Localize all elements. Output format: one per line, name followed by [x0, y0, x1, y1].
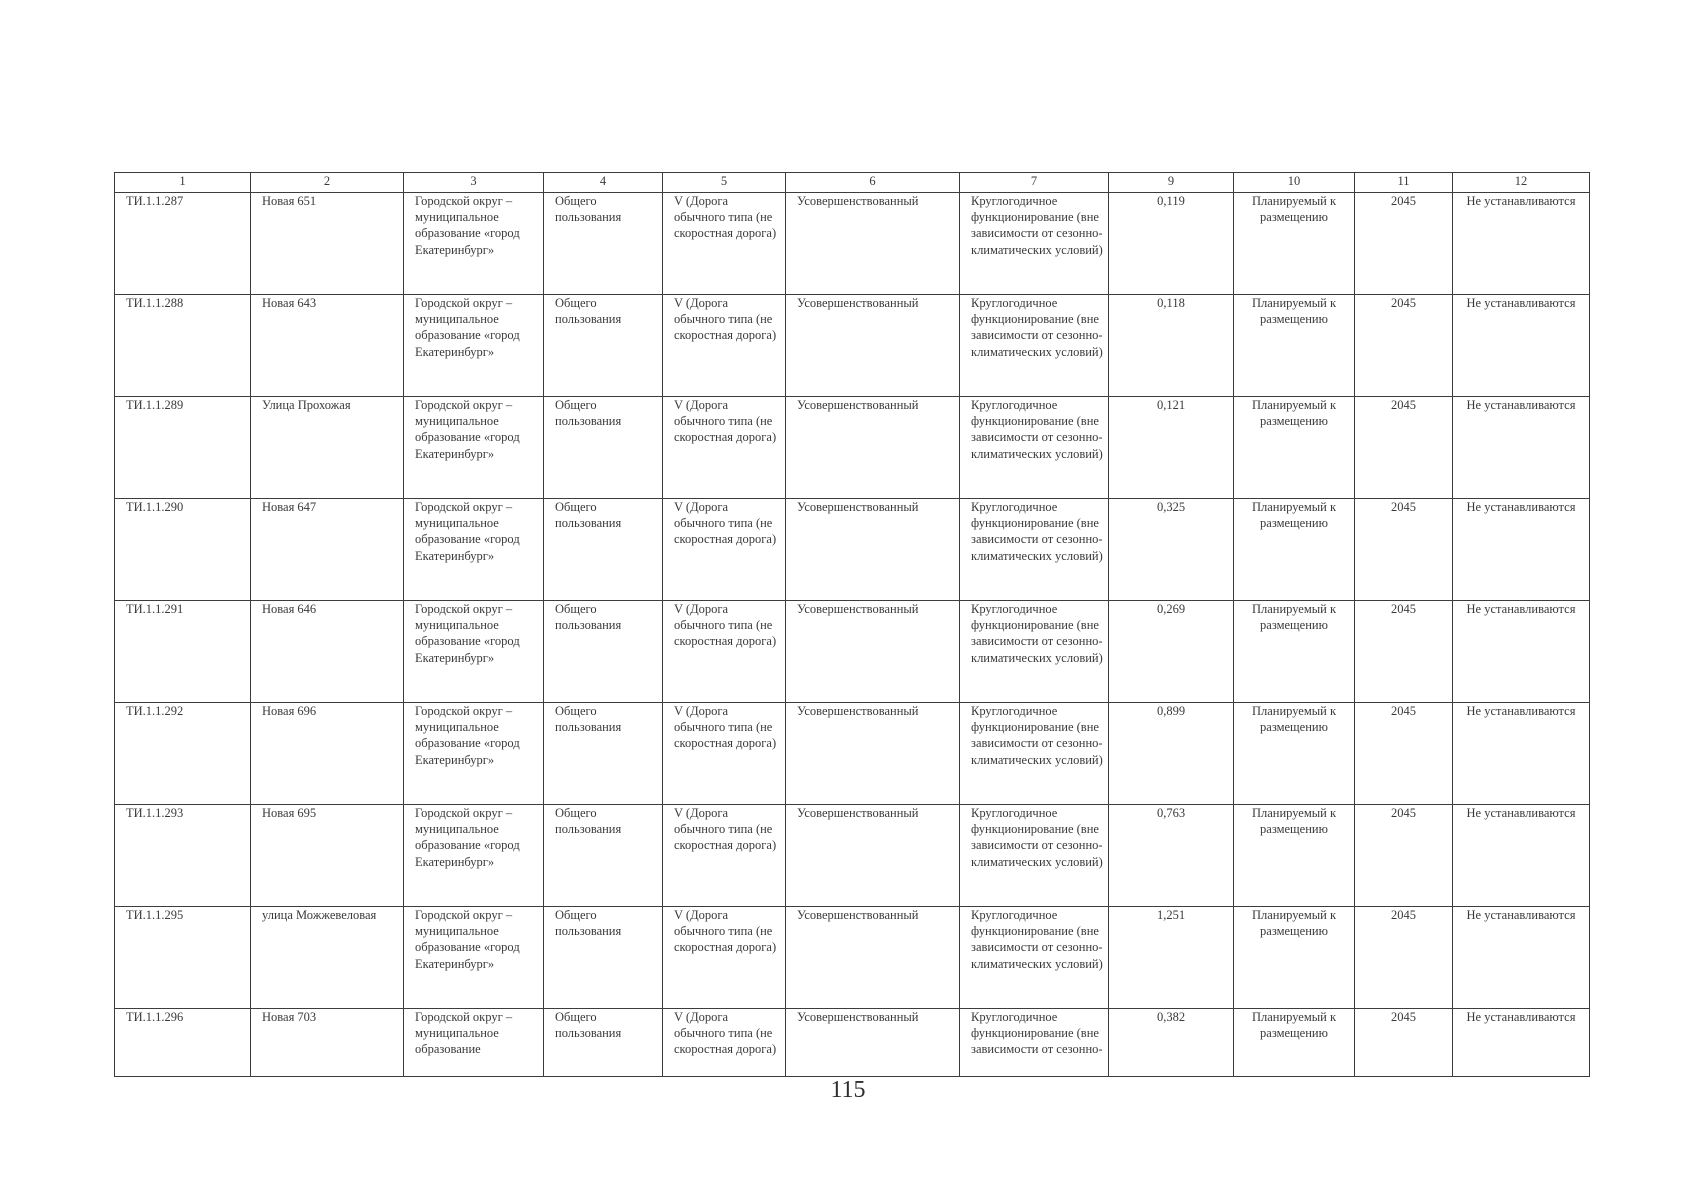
year-cell: 2045	[1355, 499, 1453, 601]
year-cell: 2045	[1355, 601, 1453, 703]
object-id-cell: ТИ.1.1.289	[115, 397, 251, 499]
purpose-cell: Общего пользования	[544, 907, 663, 1009]
operation-mode-cell: Круглогодичное функционирование (вне зависимости от сезонно-климатических условий)	[960, 193, 1109, 295]
column-header: 9	[1109, 173, 1234, 193]
column-header: 12	[1453, 173, 1590, 193]
road-category-cell: V (Дорога обычного типа (не скоростная дорога)	[663, 805, 786, 907]
object-name-cell: Новая 643	[251, 295, 404, 397]
object-name-cell: Новая 651	[251, 193, 404, 295]
year-cell: 2045	[1355, 1009, 1453, 1077]
location-cell: Городской округ – муниципальное образование «город Екатеринбург»	[404, 193, 544, 295]
location-cell: Городской округ – муниципальное образование «город Екатеринбург»	[404, 397, 544, 499]
length-cell: 1,251	[1109, 907, 1234, 1009]
year-cell: 2045	[1355, 703, 1453, 805]
zones-cell: Не устанавливаются	[1453, 601, 1590, 703]
object-name-cell: Новая 647	[251, 499, 404, 601]
object-id-cell: ТИ.1.1.291	[115, 601, 251, 703]
column-header: 6	[786, 173, 960, 193]
object-name-cell: Новая 646	[251, 601, 404, 703]
column-header: 3	[404, 173, 544, 193]
road-category-cell: V (Дорога обычного типа (не скоростная дорога)	[663, 295, 786, 397]
status-cell: Планируемый к размещению	[1234, 1009, 1355, 1077]
object-name-cell: Новая 703	[251, 1009, 404, 1077]
operation-mode-cell: Круглогодичное функционирование (вне зависимости от сезонно-климатических условий)	[960, 907, 1109, 1009]
surface-type-cell: Усовершенствованный	[786, 601, 960, 703]
location-cell: Городской округ – муниципальное образование	[404, 1009, 544, 1077]
status-cell: Планируемый к размещению	[1234, 295, 1355, 397]
zones-cell: Не устанавливаются	[1453, 397, 1590, 499]
road-category-cell: V (Дорога обычного типа (не скоростная дорога)	[663, 601, 786, 703]
zones-cell: Не устанавливаются	[1453, 805, 1590, 907]
purpose-cell: Общего пользования	[544, 703, 663, 805]
year-cell: 2045	[1355, 907, 1453, 1009]
object-id-cell: ТИ.1.1.287	[115, 193, 251, 295]
operation-mode-cell: Круглогодичное функционирование (вне зависимости от сезонно-климатических условий)	[960, 397, 1109, 499]
operation-mode-cell: Круглогодичное функционирование (вне зависимости от сезонно-климатических условий)	[960, 805, 1109, 907]
page-number: 115	[830, 1077, 866, 1103]
purpose-cell: Общего пользования	[544, 1009, 663, 1077]
object-name-cell: улица Можжевеловая	[251, 907, 404, 1009]
surface-type-cell: Усовершенствованный	[786, 193, 960, 295]
object-id-cell: ТИ.1.1.293	[115, 805, 251, 907]
location-cell: Городской округ – муниципальное образование «город Екатеринбург»	[404, 907, 544, 1009]
length-cell: 0,763	[1109, 805, 1234, 907]
zones-cell: Не устанавливаются	[1453, 193, 1590, 295]
road-category-cell: V (Дорога обычного типа (не скоростная дорога)	[663, 499, 786, 601]
surface-type-cell: Усовершенствованный	[786, 499, 960, 601]
table-row	[115, 703, 1590, 805]
year-cell: 2045	[1355, 397, 1453, 499]
object-id-cell: ТИ.1.1.288	[115, 295, 251, 397]
object-id-cell: ТИ.1.1.292	[115, 703, 251, 805]
operation-mode-cell: Круглогодичное функционирование (вне зависимости от сезонно-климатических условий)	[960, 295, 1109, 397]
operation-mode-cell: Круглогодичное функционирование (вне зависимости от сезонно-климатических условий)	[960, 601, 1109, 703]
surface-type-cell: Усовершенствованный	[786, 397, 960, 499]
operation-mode-cell: Круглогодичное функционирование (вне зависимости от сезонно-	[960, 1009, 1109, 1077]
length-cell: 0,269	[1109, 601, 1234, 703]
status-cell: Планируемый к размещению	[1234, 397, 1355, 499]
table-row	[115, 601, 1590, 703]
purpose-cell: Общего пользования	[544, 601, 663, 703]
road-category-cell: V (Дорога обычного типа (не скоростная дорога)	[663, 397, 786, 499]
year-cell: 2045	[1355, 805, 1453, 907]
surface-type-cell: Усовершенствованный	[786, 907, 960, 1009]
status-cell: Планируемый к размещению	[1234, 703, 1355, 805]
location-cell: Городской округ – муниципальное образование «город Екатеринбург»	[404, 601, 544, 703]
column-header: 4	[544, 173, 663, 193]
length-cell: 0,325	[1109, 499, 1234, 601]
object-name-cell: Новая 695	[251, 805, 404, 907]
header-row	[115, 173, 1590, 193]
road-category-cell: V (Дорога обычного типа (не скоростная дорога)	[663, 193, 786, 295]
length-cell: 0,899	[1109, 703, 1234, 805]
zones-cell: Не устанавливаются	[1453, 1009, 1590, 1077]
object-name-cell: Новая 696	[251, 703, 404, 805]
purpose-cell: Общего пользования	[544, 397, 663, 499]
zones-cell: Не устанавливаются	[1453, 907, 1590, 1009]
operation-mode-cell: Круглогодичное функционирование (вне зависимости от сезонно-климатических условий)	[960, 703, 1109, 805]
object-id-cell: ТИ.1.1.296	[115, 1009, 251, 1077]
status-cell: Планируемый к размещению	[1234, 193, 1355, 295]
column-header: 2	[251, 173, 404, 193]
road-category-cell: V (Дорога обычного типа (не скоростная дорога)	[663, 703, 786, 805]
zones-cell: Не устанавливаются	[1453, 703, 1590, 805]
road-registry-table	[114, 172, 1590, 1077]
status-cell: Планируемый к размещению	[1234, 499, 1355, 601]
surface-type-cell: Усовершенствованный	[786, 295, 960, 397]
location-cell: Городской округ – муниципальное образование «город Екатеринбург»	[404, 499, 544, 601]
object-id-cell: ТИ.1.1.295	[115, 907, 251, 1009]
surface-type-cell: Усовершенствованный	[786, 1009, 960, 1077]
table-row	[115, 805, 1590, 907]
length-cell: 0,119	[1109, 193, 1234, 295]
zones-cell: Не устанавливаются	[1453, 499, 1590, 601]
road-category-cell: V (Дорога обычного типа (не скоростная дорога)	[663, 1009, 786, 1077]
length-cell: 0,121	[1109, 397, 1234, 499]
table-row	[115, 499, 1590, 601]
table-row	[115, 397, 1590, 499]
status-cell: Планируемый к размещению	[1234, 805, 1355, 907]
purpose-cell: Общего пользования	[544, 499, 663, 601]
location-cell: Городской округ – муниципальное образование «город Екатеринбург»	[404, 703, 544, 805]
status-cell: Планируемый к размещению	[1234, 907, 1355, 1009]
column-header: 11	[1355, 173, 1453, 193]
purpose-cell: Общего пользования	[544, 805, 663, 907]
zones-cell: Не устанавливаются	[1453, 295, 1590, 397]
table-row	[115, 1009, 1590, 1077]
road-category-cell: V (Дорога обычного типа (не скоростная дорога)	[663, 907, 786, 1009]
table-row	[115, 193, 1590, 295]
operation-mode-cell: Круглогодичное функционирование (вне зависимости от сезонно-климатических условий)	[960, 499, 1109, 601]
column-header: 5	[663, 173, 786, 193]
surface-type-cell: Усовершенствованный	[786, 703, 960, 805]
table-row	[115, 907, 1590, 1009]
purpose-cell: Общего пользования	[544, 295, 663, 397]
column-header: 7	[960, 173, 1109, 193]
table-row	[115, 295, 1590, 397]
column-header: 10	[1234, 173, 1355, 193]
year-cell: 2045	[1355, 193, 1453, 295]
surface-type-cell: Усовершенствованный	[786, 805, 960, 907]
location-cell: Городской округ – муниципальное образование «город Екатеринбург»	[404, 805, 544, 907]
column-header: 1	[115, 173, 251, 193]
object-name-cell: Улица Прохожая	[251, 397, 404, 499]
length-cell: 0,118	[1109, 295, 1234, 397]
year-cell: 2045	[1355, 295, 1453, 397]
status-cell: Планируемый к размещению	[1234, 601, 1355, 703]
location-cell: Городской округ – муниципальное образование «город Екатеринбург»	[404, 295, 544, 397]
length-cell: 0,382	[1109, 1009, 1234, 1077]
purpose-cell: Общего пользования	[544, 193, 663, 295]
object-id-cell: ТИ.1.1.290	[115, 499, 251, 601]
